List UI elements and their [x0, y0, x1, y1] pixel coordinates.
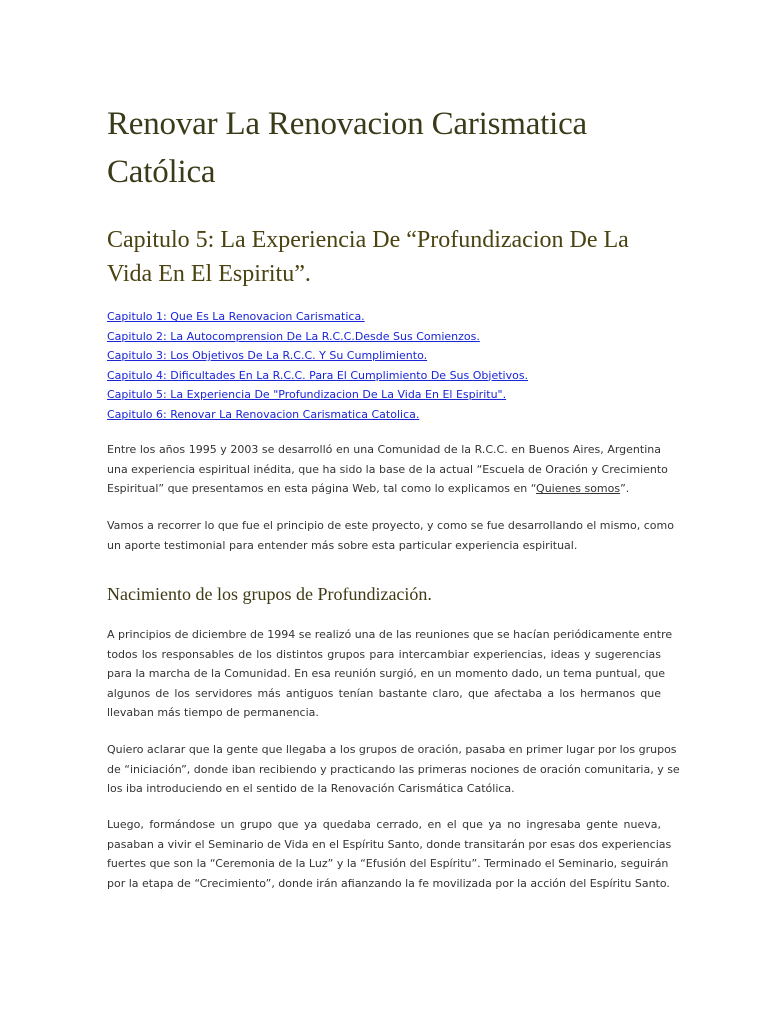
section-heading: Nacimiento de los grupos de Profundización. — [107, 584, 432, 604]
chapter-3-link[interactable]: Capitulo 3: Los Objetivos De La R.C.C. Y Su Cumplimiento. — [107, 349, 428, 363]
third-paragraph — [107, 625, 673, 723]
text-line: un aporte testimonial para entender más sobre esta particular experiencia espiritual. — [107, 538, 578, 552]
chapter-2-link[interactable]: Capitulo 2: La Autocomprension De La R.C.C.Desde Sus Comienzos. — [107, 329, 480, 343]
chapter-list-item — [107, 405, 667, 425]
chapter-5-link[interactable]: Capitulo 5: La Experiencia De "Profundizacion De La Vida En El Espiritu". — [107, 388, 507, 402]
text-line: pasaban a vivir el Seminario de Vida en el Espíritu Santo, donde transitarán por esas dos experiencias — [107, 837, 672, 851]
text-line: A principios de diciembre de 1994 se realizó una de las reuniones que se hacían periódicamente entre — [107, 628, 673, 641]
text-line: para la marcha de la Comunidad. En esa reunión surgió, en un momento dado, un tema puntual, que — [107, 667, 666, 681]
text-line: Luego, formándose un grupo que ya quedaba cerrado, en el que ya no ingresaba gente nueva, — [107, 818, 661, 831]
text-line — [107, 479, 661, 499]
chapter-4-link[interactable]: Capitulo 4: Dificultades En La R.C.C. Para El Cumplimiento De Sus Objetivos. — [107, 368, 529, 382]
chapter-list-item — [107, 385, 667, 405]
text-span: Espiritual” que presentamos en esta página Web, tal como lo explicamos en “ — [107, 482, 537, 496]
text-line: fuertes que son la “Ceremonia de la Luz” y la “Efusión del Espíritu”. Terminado el Seminario, seguirán — [107, 857, 669, 871]
fourth-paragraph — [107, 740, 680, 799]
chapter-list-item — [107, 346, 667, 366]
text-line: algunos de los servidores más antiguos tenían bastante claro, que afectaba a los hermanos que — [107, 686, 661, 700]
chapter-list-item — [107, 327, 667, 347]
text-line: una experiencia espiritual inédita, que ha sido la base de la actual “Escuela de Oración y Crecimiento — [107, 462, 668, 476]
chapter-list — [107, 307, 667, 425]
chapter-list-item — [107, 307, 667, 327]
text-line: todos los responsables de los distintos grupos para intercambiar experiencias, ideas y sugerencias — [107, 647, 661, 661]
text-line: por la etapa de “Crecimiento”, donde irán afianzando la fe movilizada por la acción del Espíritu Santo. — [107, 876, 670, 890]
intro-paragraph — [107, 440, 668, 499]
chapter-6-link[interactable]: Capitulo 6: Renovar La Renovacion Carismatica Catolica. — [107, 407, 420, 421]
text-line: Vamos a recorrer lo que fue el principio de este proyecto, y como se fue desarrollando el mismo, como — [107, 519, 674, 532]
page-title: Renovar La Renovacion Carismatica Católica — [107, 106, 587, 190]
quienes-somos-link[interactable]: Quienes somos — [536, 482, 621, 496]
chapter-list-item — [107, 366, 667, 386]
fifth-paragraph — [107, 815, 672, 893]
text-line: de “iniciación”, donde iban recibiendo y practicando las primeras nociones de oración comunitaria, y se — [107, 762, 680, 776]
chapter-1-link[interactable]: Capitulo 1: Que Es La Renovacion Carismatica. — [107, 310, 365, 323]
chapter-subtitle: Capitulo 5: La Experiencia De “Profundizacion De La Vida En El Espiritu”. — [107, 227, 629, 287]
text-line: los iba introduciendo en el sentido de la Renovación Carismática Católica. — [107, 782, 515, 796]
second-paragraph — [107, 516, 674, 555]
text-line: Entre los años 1995 y 2003 se desarrolló en una Comunidad de la R.C.C. en Buenos Aires, Argentina — [107, 443, 661, 456]
text-span: ”. — [620, 482, 630, 496]
text-line: llevaban más tiempo de permanencia. — [107, 706, 319, 720]
text-line: Quiero aclarar que la gente que llegaba a los grupos de oración, pasaba en primer lugar por los grupos — [107, 743, 677, 756]
